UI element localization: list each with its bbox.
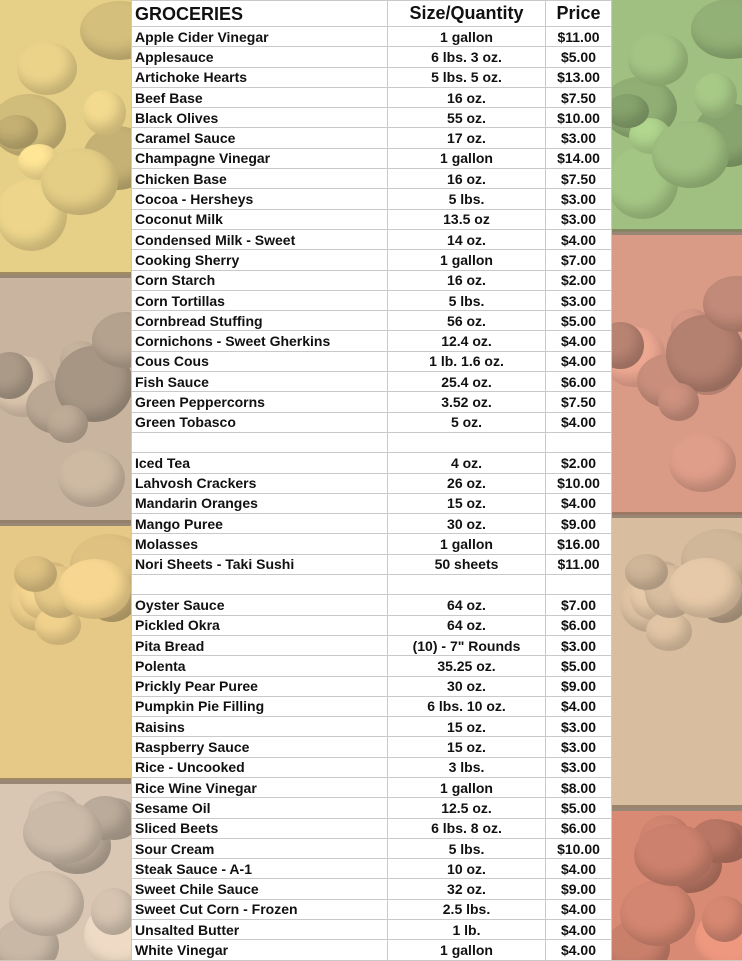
table-row <box>132 270 612 290</box>
item-price: $7.00 <box>546 595 612 615</box>
item-size: 15 oz. <box>388 717 546 737</box>
table-row <box>132 108 612 128</box>
item-price: $4.00 <box>546 696 612 716</box>
item-price: $3.00 <box>546 737 612 757</box>
item-price: $3.00 <box>546 717 612 737</box>
apples-panel <box>611 235 742 515</box>
item-size: 5 lbs. <box>388 838 546 858</box>
item-size: 50 sheets <box>388 554 546 574</box>
item-size: (10) - 7" Rounds <box>388 635 546 655</box>
item-price: $16.00 <box>546 534 612 554</box>
produce-item <box>669 558 742 618</box>
produce-item <box>646 612 692 650</box>
table-row <box>132 757 612 777</box>
item-name: Rice Wine Vinegar <box>132 777 388 797</box>
table-row <box>132 87 612 107</box>
blank-row <box>132 432 612 452</box>
item-name: White Vinegar <box>132 940 388 960</box>
produce-item <box>669 434 736 493</box>
item-name: Sour Cream <box>132 838 388 858</box>
table-row <box>132 392 612 412</box>
item-size: 6 lbs. 8 oz. <box>388 818 546 838</box>
item-price: $7.50 <box>546 169 612 189</box>
produce-item <box>658 383 699 422</box>
produce-item <box>80 1 131 60</box>
item-size: 3 lbs. <box>388 757 546 777</box>
produce-item <box>47 405 88 444</box>
item-name <box>132 432 388 452</box>
item-name: Fish Sauce <box>132 372 388 392</box>
item-size: 16 oz. <box>388 169 546 189</box>
item-size: 1 gallon <box>388 148 546 168</box>
item-name: Caramel Sauce <box>132 128 388 148</box>
item-price: $4.00 <box>546 229 612 249</box>
item-size: 2.5 lbs. <box>388 899 546 919</box>
size-column-header: Size/Quantity <box>388 1 546 27</box>
item-price: $7.00 <box>546 250 612 270</box>
item-price: $11.00 <box>546 554 612 574</box>
item-price: $10.00 <box>546 108 612 128</box>
tomatoes-panel <box>611 811 742 960</box>
produce-item <box>83 90 127 135</box>
table-row <box>132 514 612 534</box>
item-price: $4.00 <box>546 412 612 432</box>
item-price: $10.00 <box>546 838 612 858</box>
item-name: Lahvosh Crackers <box>132 473 388 493</box>
item-price: $4.00 <box>546 351 612 371</box>
item-price: $5.00 <box>546 798 612 818</box>
item-name: Mango Puree <box>132 514 388 534</box>
item-price: $6.00 <box>546 372 612 392</box>
item-size: 64 oz. <box>388 595 546 615</box>
item-name: Mandarin Oranges <box>132 493 388 513</box>
item-size: 10 oz. <box>388 859 546 879</box>
table-row <box>132 169 612 189</box>
item-price: $3.00 <box>546 635 612 655</box>
table-row <box>132 311 612 331</box>
table-row <box>132 209 612 229</box>
item-size: 15 oz. <box>388 493 546 513</box>
produce-item <box>9 871 84 936</box>
item-price: $10.00 <box>546 473 612 493</box>
item-name: Iced Tea <box>132 453 388 473</box>
item-price: $11.00 <box>546 27 612 47</box>
item-size: 5 oz. <box>388 412 546 432</box>
potatoes-panel <box>611 518 742 808</box>
item-name: Black Olives <box>132 108 388 128</box>
table-row <box>132 250 612 270</box>
item-price: $4.00 <box>546 331 612 351</box>
melons-panel <box>0 526 131 780</box>
table-row <box>132 554 612 574</box>
item-price: $7.50 <box>546 87 612 107</box>
item-size: 30 oz. <box>388 676 546 696</box>
item-size: 14 oz. <box>388 229 546 249</box>
item-price: $3.00 <box>546 128 612 148</box>
table-row <box>132 290 612 310</box>
item-size: 3.52 oz. <box>388 392 546 412</box>
blank-row <box>132 575 612 595</box>
grocery-table <box>131 0 612 961</box>
table-row <box>132 635 612 655</box>
item-name: Oyster Sauce <box>132 595 388 615</box>
produce-item <box>691 0 742 59</box>
item-size: 1 gallon <box>388 27 546 47</box>
item-price: $3.00 <box>546 209 612 229</box>
grocery-rows <box>132 27 612 961</box>
item-price: $6.00 <box>546 615 612 635</box>
table-row <box>132 656 612 676</box>
table-row <box>132 47 612 67</box>
table-row <box>132 229 612 249</box>
item-name: Polenta <box>132 656 388 676</box>
green-beans-panel <box>611 0 742 232</box>
item-name: Green Peppercorns <box>132 392 388 412</box>
table-row <box>132 920 612 940</box>
item-name: Nori Sheets - Taki Sushi <box>132 554 388 574</box>
item-price: $13.00 <box>546 67 612 87</box>
item-name: Cornbread Stuffing <box>132 311 388 331</box>
produce-item <box>652 121 729 188</box>
item-price: $6.00 <box>546 818 612 838</box>
item-price: $3.00 <box>546 189 612 209</box>
item-size: 1 gallon <box>388 940 546 960</box>
produce-item <box>58 559 131 619</box>
table-row <box>132 351 612 371</box>
item-price: $3.00 <box>546 757 612 777</box>
item-size: 12.4 oz. <box>388 331 546 351</box>
table-row <box>132 777 612 797</box>
produce-item <box>702 896 742 942</box>
item-name: Cous Cous <box>132 351 388 371</box>
item-price: $8.00 <box>546 777 612 797</box>
item-name: Apple Cider Vinegar <box>132 27 388 47</box>
table-row <box>132 696 612 716</box>
table-row <box>132 798 612 818</box>
item-name: Coconut Milk <box>132 209 388 229</box>
item-size: 15 oz. <box>388 737 546 757</box>
item-size: 4 oz. <box>388 453 546 473</box>
item-name: Unsalted Butter <box>132 920 388 940</box>
item-size: 13.5 oz <box>388 209 546 229</box>
item-price: $3.00 <box>546 290 612 310</box>
table-row <box>132 818 612 838</box>
item-name: Pita Bread <box>132 635 388 655</box>
item-size: 56 oz. <box>388 311 546 331</box>
item-size: 32 oz. <box>388 879 546 899</box>
item-name: Sweet Chile Sauce <box>132 879 388 899</box>
table-row <box>132 128 612 148</box>
table-row <box>132 534 612 554</box>
item-size: 25.4 oz. <box>388 372 546 392</box>
table-row <box>132 595 612 615</box>
item-price: $4.00 <box>546 920 612 940</box>
item-size: 1 gallon <box>388 534 546 554</box>
item-price: $14.00 <box>546 148 612 168</box>
item-size: 1 lb. 1.6 oz. <box>388 351 546 371</box>
table-header-row <box>132 1 612 27</box>
table-row <box>132 473 612 493</box>
item-name: Corn Tortillas <box>132 290 388 310</box>
table-row <box>132 453 612 473</box>
item-price: $5.00 <box>546 47 612 67</box>
item-name: Cooking Sherry <box>132 250 388 270</box>
item-size: 55 oz. <box>388 108 546 128</box>
item-name: Chicken Base <box>132 169 388 189</box>
left-produce-background <box>0 0 131 960</box>
price-column-header: Price <box>546 1 612 27</box>
item-name: Sliced Beets <box>132 818 388 838</box>
item-price: $2.00 <box>546 270 612 290</box>
produce-item <box>628 33 688 86</box>
item-name: Sweet Cut Corn - Frozen <box>132 899 388 919</box>
table-row <box>132 838 612 858</box>
potatoes-panel <box>0 278 131 523</box>
produce-item <box>620 881 695 946</box>
item-price: $4.00 <box>546 493 612 513</box>
item-price: $2.00 <box>546 453 612 473</box>
item-name: Cocoa - Hersheys <box>132 189 388 209</box>
table-row <box>132 717 612 737</box>
produce-item <box>625 554 668 590</box>
item-price: $4.00 <box>546 899 612 919</box>
item-name: Applesauce <box>132 47 388 67</box>
item-price <box>546 432 612 452</box>
item-price: $4.00 <box>546 859 612 879</box>
item-price <box>546 575 612 595</box>
item-size: 5 lbs. 5 oz. <box>388 67 546 87</box>
item-name: Corn Starch <box>132 270 388 290</box>
item-name: Sesame Oil <box>132 798 388 818</box>
item-name: Pumpkin Pie Filling <box>132 696 388 716</box>
item-price: $9.00 <box>546 514 612 534</box>
item-name: Raisins <box>132 717 388 737</box>
grocery-price-list <box>131 0 611 960</box>
item-name: Molasses <box>132 534 388 554</box>
item-size: 64 oz. <box>388 615 546 635</box>
item-size: 16 oz. <box>388 270 546 290</box>
item-name: Champagne Vinegar <box>132 148 388 168</box>
item-size: 1 gallon <box>388 250 546 270</box>
table-row <box>132 879 612 899</box>
item-name: Pickled Okra <box>132 615 388 635</box>
item-size: 1 lb. <box>388 920 546 940</box>
item-size: 17 oz. <box>388 128 546 148</box>
item-name: Beef Base <box>132 87 388 107</box>
item-size: 26 oz. <box>388 473 546 493</box>
table-row <box>132 940 612 960</box>
table-row <box>132 412 612 432</box>
item-size <box>388 575 546 595</box>
item-size: 5 lbs. <box>388 290 546 310</box>
onions-panel <box>0 784 131 960</box>
item-size: 6 lbs. 3 oz. <box>388 47 546 67</box>
item-name <box>132 575 388 595</box>
item-name: Steak Sauce - A-1 <box>132 859 388 879</box>
table-row <box>132 27 612 47</box>
item-name: Artichoke Hearts <box>132 67 388 87</box>
produce-item <box>14 556 57 592</box>
table-row <box>132 859 612 879</box>
table-row <box>132 331 612 351</box>
table-row <box>132 148 612 168</box>
table-row <box>132 372 612 392</box>
item-name: Raspberry Sauce <box>132 737 388 757</box>
item-name: Cornichons - Sweet Gherkins <box>132 331 388 351</box>
table-row <box>132 615 612 635</box>
table-row <box>132 737 612 757</box>
table-row <box>132 899 612 919</box>
item-size: 30 oz. <box>388 514 546 534</box>
item-size: 35.25 oz. <box>388 656 546 676</box>
groceries-column-header: GROCERIES <box>132 1 388 27</box>
table-row <box>132 676 612 696</box>
item-price: $9.00 <box>546 879 612 899</box>
item-size: 12.5 oz. <box>388 798 546 818</box>
item-price: $9.00 <box>546 676 612 696</box>
item-size: 16 oz. <box>388 87 546 107</box>
item-size: 5 lbs. <box>388 189 546 209</box>
produce-item <box>91 888 131 934</box>
produce-item <box>41 148 118 215</box>
item-name: Prickly Pear Puree <box>132 676 388 696</box>
item-size <box>388 432 546 452</box>
table-row <box>132 189 612 209</box>
item-price: $4.00 <box>546 940 612 960</box>
produce-item <box>17 42 77 95</box>
item-name: Green Tobasco <box>132 412 388 432</box>
table-row <box>132 493 612 513</box>
item-price: $7.50 <box>546 392 612 412</box>
produce-item <box>58 449 125 508</box>
item-name: Condensed Milk - Sweet <box>132 229 388 249</box>
item-size: 1 gallon <box>388 777 546 797</box>
item-size: 6 lbs. 10 oz. <box>388 696 546 716</box>
produce-item <box>694 73 738 118</box>
item-price: $5.00 <box>546 311 612 331</box>
produce-item <box>23 801 102 864</box>
table-row <box>132 67 612 87</box>
item-name: Rice - Uncooked <box>132 757 388 777</box>
right-produce-background <box>611 0 742 960</box>
lemons-panel <box>0 0 131 275</box>
item-price: $5.00 <box>546 656 612 676</box>
